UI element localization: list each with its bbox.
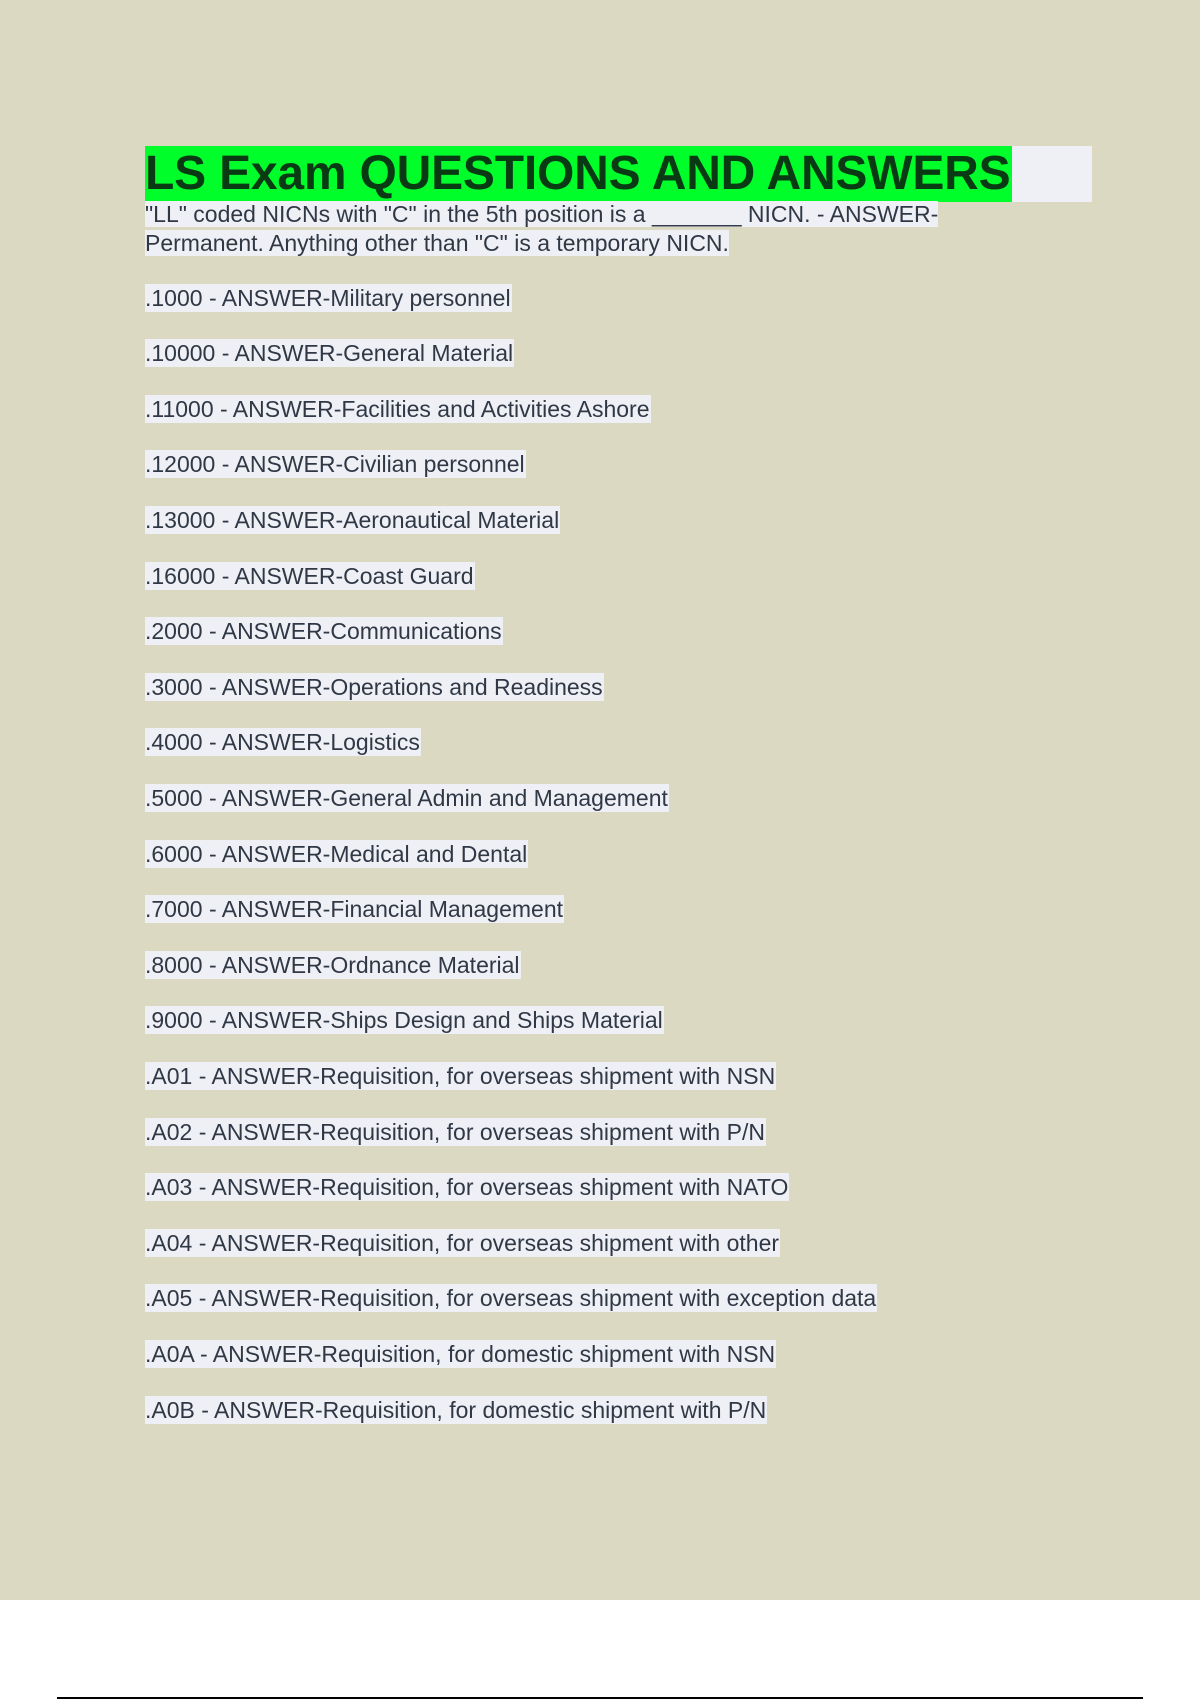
- qa-entry: .6000 - ANSWER-Medical and Dental: [145, 841, 528, 867]
- intro-question: [145, 200, 995, 257]
- qa-entry: .8000 - ANSWER-Ordnance Material: [145, 952, 520, 978]
- intro-line-2: Permanent. Anything other than "C" is a temporary NICN.: [145, 229, 729, 256]
- document-title: LS Exam QUESTIONS AND ANSWERS: [145, 147, 1011, 200]
- qa-entry: .4000 - ANSWER-Logistics: [145, 729, 420, 755]
- qa-entry: .1000 - ANSWER-Military personnel: [145, 285, 511, 311]
- qa-entry: .11000 - ANSWER-Facilities and Activities Ashore: [145, 396, 650, 422]
- qa-entry: .A0A - ANSWER-Requisition, for domestic shipment with NSN: [145, 1341, 776, 1367]
- intro-line-1: "LL" coded NICNs with "C" in the 5th position is a _______ NICN. - ANSWER-: [145, 201, 939, 227]
- qa-entry: .A01 - ANSWER-Requisition, for overseas shipment with NSN: [145, 1063, 776, 1089]
- qa-entry: .3000 - ANSWER-Operations and Readiness: [145, 674, 603, 700]
- qa-entry: .A05 - ANSWER-Requisition, for overseas shipment with exception data: [145, 1285, 877, 1311]
- qa-entry: .A02 - ANSWER-Requisition, for overseas shipment with P/N: [145, 1119, 765, 1145]
- title-row: [145, 146, 1092, 202]
- qa-entry: .13000 - ANSWER-Aeronautical Material: [145, 507, 560, 533]
- qa-entry: .A03 - ANSWER-Requisition, for overseas shipment with NATO: [145, 1174, 789, 1200]
- qa-entry: .16000 - ANSWER-Coast Guard: [145, 563, 474, 589]
- qa-entry: .7000 - ANSWER-Financial Management: [145, 896, 564, 922]
- qa-entry: .5000 - ANSWER-General Admin and Management: [145, 785, 668, 811]
- qa-entry: .10000 - ANSWER-General Material: [145, 340, 514, 366]
- qa-entry: .2000 - ANSWER-Communications: [145, 618, 502, 644]
- qa-entry: .A04 - ANSWER-Requisition, for overseas shipment with other: [145, 1230, 780, 1256]
- footer-divider: [57, 1697, 1143, 1699]
- qa-entry: .12000 - ANSWER-Civilian personnel: [145, 451, 525, 477]
- qa-entry: .9000 - ANSWER-Ships Design and Ships Material: [145, 1007, 663, 1033]
- qa-entry: .A0B - ANSWER-Requisition, for domestic shipment with P/N: [145, 1397, 767, 1423]
